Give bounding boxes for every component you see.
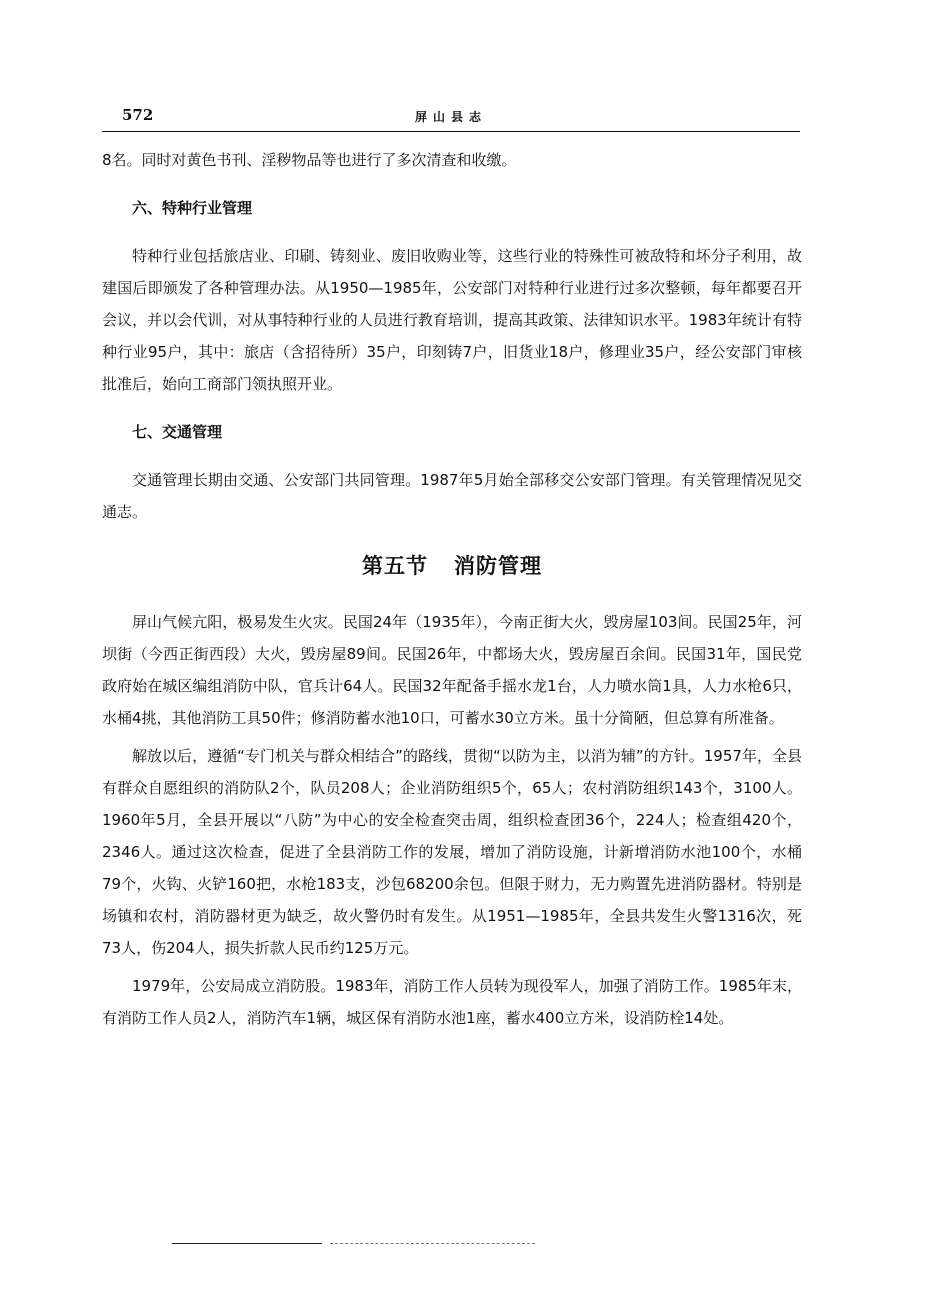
- page-number: 572: [122, 106, 154, 124]
- subheading-special-industry: 六、特种行业管理: [132, 199, 253, 217]
- running-title: 屏山县志: [414, 110, 487, 124]
- paragraph-fire-after-liberation: 解放以后，遵循“专门机关与群众相结合”的路线，贯彻“以防为主，以消为辅”的方针。1957年，全县有群众自愿组织的消防队2个，队员208人；企业消防组织5个，65人；农村消防组织143个，3100人。1960年5月，全县开展以“八防”为中心的安全检查突击周，组织检查团36个，224人；检查组420个，2346人。通过这次检查，促进了全县消防工作的发展，增加了消防设施，计新增消防水池100个，水桶79个，火钩、火铲160把，水枪183支，沙包68200余包。但限于财力，无力购置先进消防器材。特别是场镇和农村，消防器材更为缺乏，故火警仍时有发生。从1951—1985年，全县共发生火警1316次，死73人，伤204人，损失折款人民币约125万元。: [102, 747, 802, 957]
- continuation-paragraph: 8名。同时对黄色书刊、淫秽物品等也进行了多次清查和收缴。: [102, 151, 517, 169]
- section-label: 第五节: [362, 553, 428, 578]
- paragraph-fire-history: 屏山气候亢阳，极易发生火灾。民国24年（1935年），今南正街大火，毁房屋103间。民国25年，河坝街（今西正街西段）大火，毁房屋89间。民国26年，中都场大火，毁房屋百余间。民国31年，国民党政府始在城区编组消防中队，官兵计64人。民国32年配备手摇水龙1台，人力喷水筒1具，人力水枪6只，水桶4挑，其他消防工具50件；修消防蓄水池10口，可蓄水30立方米。虽十分简陋，但总算有所准备。: [102, 613, 802, 727]
- paragraph-traffic: 交通管理长期由交通、公安部门共同管理。1987年5月始全部移交公安部门管理。有关管理情况见交通志。: [102, 471, 802, 521]
- page-header: [102, 100, 800, 132]
- paragraph-fire-1979: 1979年，公安局成立消防股。1983年，消防工作人员转为现役军人，加强了消防工作。1985年末，有消防工作人员2人，消防汽车1辆，城区保有消防水池1座，蓄水400立方米，设消防栓14处。: [102, 977, 802, 1027]
- header-rule: [102, 131, 800, 132]
- footer-rule: [172, 1243, 322, 1244]
- section-title: [102, 546, 802, 586]
- subheading-traffic: 七、交通管理: [132, 423, 223, 441]
- paragraph-special-industry: 特种行业包括旅店业、印刷、铸刻业、废旧收购业等，这些行业的特殊性可被敌特和坏分子利用，故建国后即颁发了各种管理办法。从1950—1985年，公安部门对特种行业进行过多次整顿，每年都要召开会议，并以会代训，对从事特种行业的人员进行教育培训，提高其政策、法律知识水平。1983年统计有特种行业95户，其中：旅店（含招待所）35户，印刻铸7户，旧货业18户，修理业35户，经公安部门审核批准后，始向工商部门领执照开业。: [102, 247, 802, 393]
- footer-rule-faint: [330, 1243, 535, 1244]
- page-body: [102, 144, 802, 1034]
- section-name: 消防管理: [454, 553, 542, 578]
